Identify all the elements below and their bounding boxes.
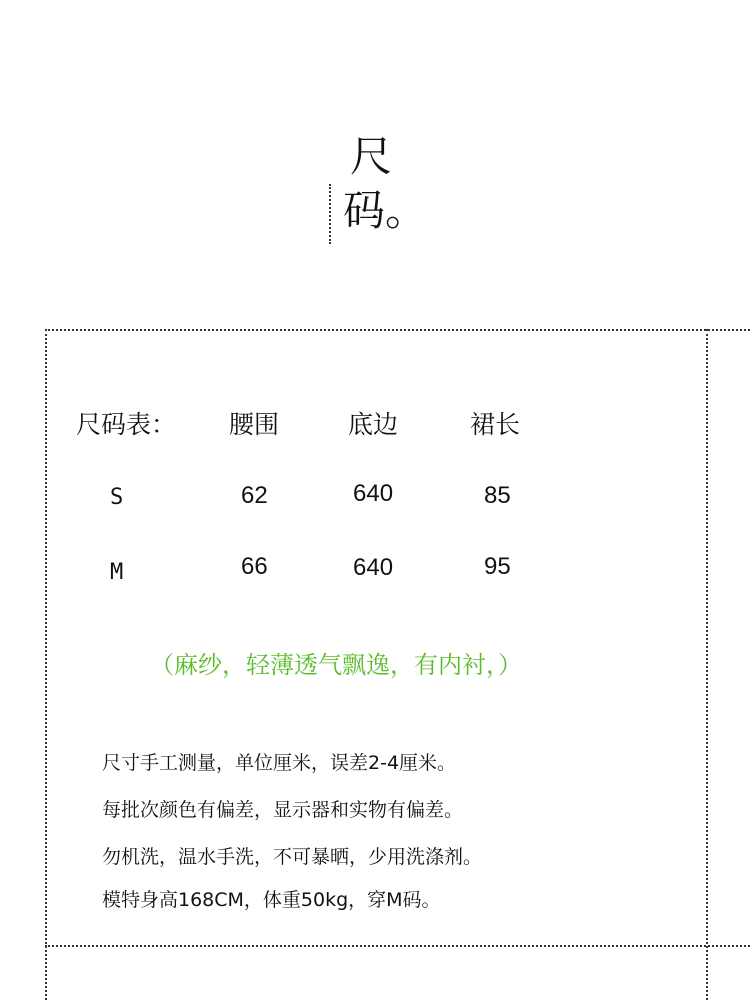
frame-left-border: [45, 329, 47, 1000]
row-size: S: [110, 485, 124, 510]
cell-length: 95: [484, 553, 511, 580]
page-title: [343, 130, 428, 238]
frame-right-border: [706, 329, 708, 1000]
info-line-color: 每批次颜色有偏差，显示器和实物有偏差。: [102, 799, 464, 821]
page-title-line-2: 码。: [343, 186, 428, 235]
cell-waist: 62: [241, 482, 268, 509]
fabric-note: （麻纱，轻薄透气飘逸，有内衬，）: [150, 651, 522, 679]
header-waist: 腰围: [229, 410, 280, 439]
cell-hem: 640: [353, 554, 394, 581]
info-line-measurement: 尺寸手工测量，单位厘米，误差2-4厘米。: [102, 752, 457, 774]
frame-bottom-border: [45, 945, 750, 947]
header-hem: 底边: [348, 410, 399, 439]
size-table-label: 尺码表：: [76, 410, 177, 439]
page-title-line-1: 尺: [349, 132, 392, 181]
header-length: 裙长: [470, 410, 521, 439]
cell-waist: 66: [241, 553, 268, 580]
info-line-care: 勿机洗，温水手洗，不可暴晒，少用洗涤剂。: [102, 846, 483, 868]
title-dotted-divider: [329, 184, 331, 244]
cell-length: 85: [484, 482, 511, 509]
info-line-model: 模特身高168CM，体重50kg，穿M码。: [102, 889, 441, 911]
cell-hem: 640: [353, 480, 394, 507]
row-size: M: [110, 560, 124, 585]
frame-top-border: [45, 329, 750, 331]
